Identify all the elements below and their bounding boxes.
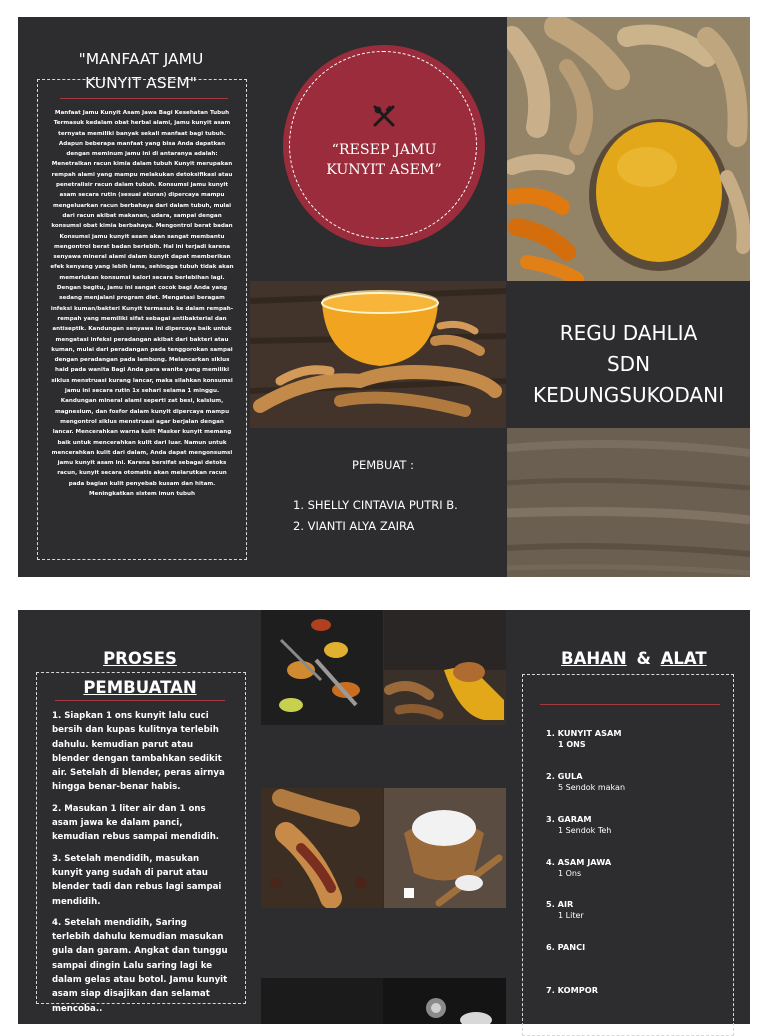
- bahan-item-3-qty: 1 Sendok Teh: [558, 826, 612, 835]
- resep-title-line1: “RESEP JAMU: [331, 142, 437, 158]
- proses-title-line1: PROSES: [103, 649, 177, 668]
- bahan-item-7: [546, 985, 598, 995]
- bahan-item-5: [546, 899, 584, 920]
- bahan-item-1-name: 1. KUNYIT ASAM: [546, 728, 622, 738]
- spices-photo: [261, 610, 383, 725]
- bahan-item-5-name: 5. AIR: [546, 899, 574, 909]
- turmeric-drink-photo: [250, 281, 506, 428]
- bahan-item-4: [546, 857, 611, 878]
- pembuat-name-2: 2. VIANTI ALYA ZAIRA: [293, 519, 415, 533]
- pembuat-name-1: 1. SHELLY CINTAVIA PUTRI B.: [293, 498, 458, 512]
- bahan-item-3-name: 3. GARAM: [546, 814, 592, 824]
- bahan-item-1: [546, 728, 622, 749]
- proses-step-2: 2. Masukan 1 liter air dan 1 ons asam jawa ke dalam panci, kemudian rebus sampai mendidih.: [52, 803, 220, 843]
- stove-photo: [261, 978, 506, 1024]
- bahan-item-3: [546, 814, 611, 835]
- turmeric-powder-photo: [507, 17, 750, 281]
- bahan-item-4-name: 4. ASAM JAWA: [546, 857, 612, 867]
- proses-step-3: 3. Setelah mendidih, masukan kunyit yang sudah di parut atau blender tadi dan rebus lagi sampai mendidih.: [52, 853, 222, 907]
- bahan-title-part2: ALAT: [660, 649, 707, 668]
- bahan-item-2: [546, 771, 625, 792]
- regu-line3: KEDUNGSUKODANI: [533, 383, 724, 407]
- resep-title-line2: KUNYIT ASEM”: [326, 162, 442, 178]
- bahan-item-6: [546, 942, 585, 952]
- proses-steps: [52, 709, 228, 1023]
- bahan-item-5-qty: 1 Liter: [558, 911, 584, 920]
- resep-title: [300, 140, 468, 180]
- regu-line1: REGU DAHLIA: [559, 321, 698, 345]
- bahan-title-part1: BAHAN: [561, 649, 627, 668]
- bahan-item-1-qty: 1 ONS: [558, 740, 586, 749]
- bahan-title: [561, 649, 707, 668]
- tamarind-photo: [261, 788, 383, 908]
- bahan-item-4-qty: 1 Ons: [558, 869, 582, 878]
- manfaat-body: Manfaat Jamu Kunyit Asam Jawa Bagi Kesehatan Tubuh Termasuk kedalam obat herbal alami, jamu kunyit asam ternyata memiliki banyak sekali manfaat bagi tubuh. Adapun beberapa manfaat yang bisa Anda dapatkan dengan meminum jamu ini di antaranya adalah: Menetralkan racun kimia dalam tubuh Kunyit merupakan rempah alami yang mampu melakukan detoksifikasi atau penetralisir racun dalam tubuh. Konsumsi jamu kunyit asam secara rutin (sesuai aturan) dipercaya mampu mengeluarkan racun berbahaya dari dalam tubuh, mulai dari racun akibat makanan, udara, sampai dengan konsumsi obat kimia berbahaya. Mengontrol berat badan Konsumsi jamu kunyit asam akan sangat membantu mengontrol berat badan berlebih. Hal ini terjadi karena senyawa mineral alami dalam kunyit dapat memberikan efek kenyang yang lebih lama, sehingga tubuh tidak akan memerlukan konsumsi kalori secara berlebihan lagi. Dengan begitu, jamu ini sangat cocok bagi Anda yang sedang menjalani program diet. Mengatasi beragam infeksi kuman/bakteri Kunyit termasuk ke dalam rempah-rempah yang memiliki sifat sebagai antibakterial dan antiseptik. Kandungan senyawa ini dipercaya baik untuk mengatasi infeksi peradangan akibat dari bakteri atau kuman, mulai dari peradangan pada tenggorokan sampai dengan peradangan pada lambung. Melancarkan siklus haid pada wanita Bagi Anda para wanita yang memiliki siklus menstruasi kurang lancar, maka silahkan konsumsi jamu ini secara rutin 1x sehari selama 1 minggu. Kandungan mineral alami seperti zat besi, kalsium, magnesium, dan fosfor dalam kunyit dipercaya mampu mengontrol siklus menstruasi agar berjalan dengan lancar. Mencerahkan warna kulit Masker kunyit memang baik untuk mencerahkan kulit dari luar. Namun untuk mencerahkan kulit dari dalam, Anda dapat mengonsumsi jamu kunyit asam ini. Karena bersifat sebagai detoks racun, kunyit secara otomatis akan melarutkan racun pada bagian kulit penyebab kusam dan hitam. Meningkatkan sistem imun tubuh: [50, 110, 234, 497]
- manfaat-title-line1: "MANFAAT JAMU: [78, 50, 204, 68]
- regu-title: [507, 318, 750, 411]
- bahan-item-6-name: 6. PANCI: [546, 942, 586, 952]
- bahan-item-2-name: 2. GULA: [546, 771, 583, 781]
- bahan-item-2-qty: 5 Sendok makan: [558, 783, 626, 792]
- proses-title-line2: PEMBUATAN: [83, 678, 197, 697]
- turmeric-bowl-photo: [384, 610, 506, 725]
- proses-step-4: 4. Setelah mendidih, Saring terlebih dahulu kemudian masukan gula dan garam. Angkat dan tunggu sampai dingin Lalu saring lagi ke dalam gelas atau botol. Jamu kunyit asam siap disajikan dan selamat mencoba..: [52, 917, 228, 1014]
- wood-texture-photo: [507, 428, 750, 577]
- salt-sugar-photo: [384, 788, 506, 908]
- fork-knife-icon: [372, 104, 396, 128]
- bahan-item-7-name: 7. KOMPOR: [546, 985, 599, 995]
- pembuat-label: PEMBUAT :: [352, 458, 414, 472]
- bahan-title-amp: &: [636, 649, 651, 668]
- proses-step-1: 1. Siapkan 1 ons kunyit lalu cuci bersih dan kupas kulitnya terlebih dahulu. kemudian parut atau blender dengan tambahkan sedikit air. Setelah di blender, peras airnya hingga benar-benar habis.: [52, 711, 225, 793]
- regu-line2: SDN: [606, 352, 651, 376]
- manfaat-title-line2: KUNYIT ASEM": [85, 74, 197, 92]
